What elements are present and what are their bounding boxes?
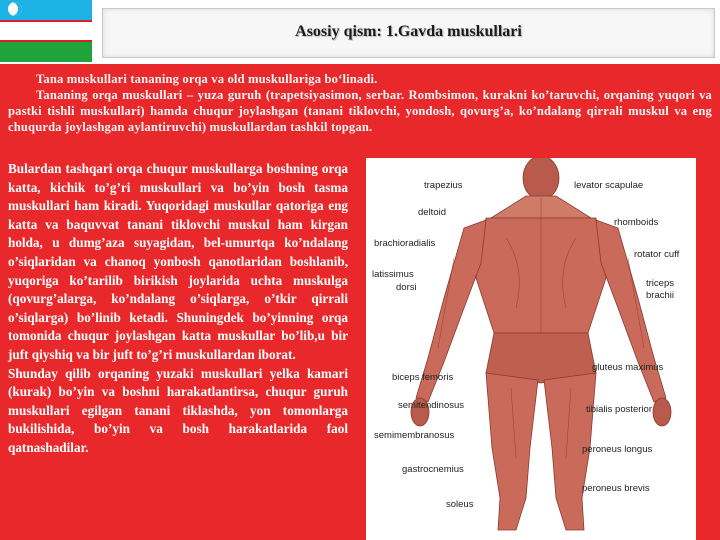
label-trapezius: trapezius [424,180,463,191]
label-brachii: brachii [646,290,674,301]
label-gastrocnemius: gastrocnemius [402,464,464,475]
label-brachioradialis: brachioradialis [374,238,436,249]
body-text [8,160,348,458]
label-dorsi: dorsi [396,282,417,293]
label-peroneus-longus: peroneus longus [582,444,653,455]
intro-text [8,71,712,135]
label-semimembranosus: semimembranosus [374,430,455,441]
label-peroneus-brevis: peroneus brevis [582,483,650,494]
body-paragraph-2: Shunday qilib orqaning yuzaki muskullari yelka kamari (kurak) bo’yin va boshni harakatlantirsa, chuqur guruh muskullari egilgan tanani tiklashda, yon tomonlarga bukilishida, bo’yin va bosh harakatlarida faol qatnashadilar. [8,365,348,455]
label-tibialis-posterior: tibialis posterior [586,404,652,415]
muscle-anatomy-figure [366,158,696,540]
label-rotator-cuff: rotator cuff [634,249,680,260]
label-levator-scapulae: levator scapulae [574,180,644,191]
header-band [0,0,720,64]
label-soleus: soleus [446,499,474,510]
intro-paragraph-1: Tana muskullari tananing orqa va old muskullariga bo‘linadi. [36,72,378,86]
label-latissimus: latissimus [372,269,414,280]
label-deltoid: deltoid [418,207,446,218]
title-box [102,8,715,58]
label-gluteus-maximus: gluteus maximus [592,362,664,373]
slide-title: Asosiy qism: 1.Gavda muskullari [295,23,522,40]
label-rhomboids: rhomboids [614,217,659,228]
label-semitendinosus: semitendinosus [398,400,465,411]
intro-paragraph-2: Tananing orqa muskullari – yuza guruh (trapetsiyasimon, serbar. Rombsimon, kurakni ko’taruvchi, orqaning yuqori va pastki tishli muskullari) hamda chuqur joylashgan (tanani tiklovchi, yondosh, qovurg’a, ko’ndalang qirrali muskul va eng chuqurda joylashgan aylantiruvchi) muskullardan tashkil topgan. [8,88,712,134]
uzbekistan-flag-icon [0,0,92,62]
body-paragraph-1: Bulardan tashqari orqa chuqur muskullarga boshning orqa katta, kichik to’g’ri muskullari va bo’yin bosh tasma muskullari ham kiradi. Yuqoridagi muskullar qatoriga eng katta va baquvvat tanani tiklovchi muskul ham kirgan holda, u dumg’aza suyagidan, bel-umurtqa ko’ndalang o’siqlaridan va chanoq yonbosh qanotlaridan boshlanib, yuqoriga ko’tarilib birikish joylarida uchta muskulga (qovurg’alarga, ko’ndalang o’siqlarga, o’tkir qirrali o’siqlarga) bo’linib ketadi. Shuningdek bo’yinning orqa tomonida chuqur joylashgan katta muskullar bo’lib,u bir juft qiyshiq va bir juft to’g’ri muskullardan iborat. [8,161,348,362]
label-triceps: triceps [646,278,674,289]
label-biceps-femoris: biceps femoris [392,372,454,383]
